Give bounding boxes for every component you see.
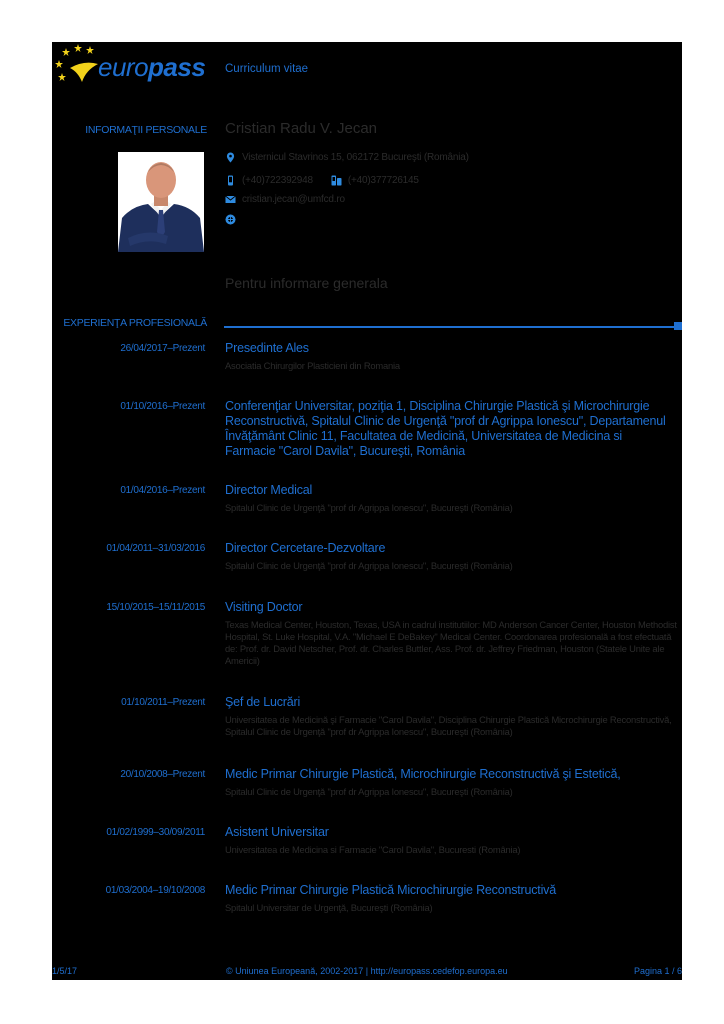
entry-date: 01/02/1999–30/09/2011 xyxy=(106,827,205,838)
location-icon xyxy=(225,152,236,163)
entry-date: 01/04/2016–Prezent xyxy=(120,485,205,496)
entry-date: 26/04/2017–Prezent xyxy=(120,343,205,354)
mobile-icon xyxy=(331,175,342,186)
address-text: Visternicul Stavrinos 15, 062172 Bucureşti (România) xyxy=(242,152,469,163)
entry-title: Director Cercetare-Dezvoltare xyxy=(225,541,386,555)
entry-desc: Texas Medical Center, Houston, Texas, USA in cadrul institutiilor: MD Anderson Cancer Center, Houston Methodist Hospital, St. Luke Hospital, V.A. "Michael E DeBakey" Medical Center. Coordonarea profesională a fost efectuată de: Prof. dr. David Netscher, Prof. dr. Charles Buttler, Ass. Prof. dr. Jeffrey Friedman, Houston (Statele Unite ale Americii) xyxy=(225,619,677,666)
section-label-personal: INFORMAŢII PERSONALE xyxy=(85,124,207,136)
entry-date: 01/04/2011–31/03/2016 xyxy=(106,543,205,554)
entry-desc: Spitalul Clinic de Urgenţă "prof dr Agrippa Ionescu", Bucureşti (România) xyxy=(225,502,513,513)
entry-title: Director Medical xyxy=(225,483,313,497)
entry-title: Visiting Doctor xyxy=(225,600,303,614)
phone-icon xyxy=(225,175,236,186)
entry-date: 01/03/2004–19/10/2008 xyxy=(105,885,205,896)
cv-page xyxy=(52,42,682,980)
document-title: Curriculum vitae xyxy=(225,63,309,75)
entry-title: Medic Primar Chirurgie Plastică Microchirurgie Reconstructivă xyxy=(225,883,556,897)
entry-title: Asistent Universitar xyxy=(225,825,329,839)
phone-text[interactable]: (+40)722392948 xyxy=(242,175,313,186)
entry-desc: Universitatea de Medicină şi Farmacie "Carol Davila", Disciplina Chirurgie Plastică Microchirurgie Reconstructivă, Spitalul Clinic de Urgenţă "prof dr Agrippa Ionescu", Bucureşti (România) xyxy=(225,714,672,737)
email-text[interactable]: cristian.jecan@umfcd.ro xyxy=(242,194,345,205)
entry-desc: Universitatea de Medicina si Farmacie "Carol Davila", Bucuresti (România) xyxy=(225,844,521,855)
phone-row xyxy=(225,175,419,186)
person-name: Cristian Radu V. Jecan xyxy=(225,120,378,137)
logo-wordmark: europass xyxy=(98,52,206,82)
entry-date: 01/10/2016–Prezent xyxy=(120,401,205,412)
section-label-experience: EXPERIENŢA PROFESIONALĂ xyxy=(63,317,207,329)
mobile-text[interactable]: (+40)377726145 xyxy=(347,175,419,186)
address-row xyxy=(225,152,469,163)
entry-desc: Asociatia Chirurgilor Plasticieni din Romania xyxy=(225,360,400,371)
entry-title: Şef de Lucrări xyxy=(225,695,301,709)
profile-photo xyxy=(118,152,204,252)
entry-date: 01/10/2011–Prezent xyxy=(121,697,205,708)
entry-date: 20/10/2008–Prezent xyxy=(120,769,205,780)
entry-date: 15/10/2015–15/11/2015 xyxy=(106,602,205,613)
europass-logo xyxy=(52,42,212,92)
entry-desc: Spitalul Universitar de Urgenţă, Bucureşti (România) xyxy=(225,902,433,913)
entry-desc: Spitalul Clinic de Urgenţă "prof dr Agrippa Ionescu", Bucureşti (România) xyxy=(225,560,513,571)
footer-copyright[interactable]: © Uniunea Europeană, 2002-2017 | http://europass.cedefop.europa.eu xyxy=(226,966,508,976)
globe-icon xyxy=(225,214,236,225)
section-divider-end xyxy=(674,322,682,330)
web-row xyxy=(225,214,236,225)
job-applied-text: Pentru informare generala xyxy=(225,275,388,291)
email-icon xyxy=(225,194,236,205)
entry-title: Medic Primar Chirurgie Plastică, Microchirurgie Reconstructivă şi Estetică, xyxy=(225,767,621,781)
email-row xyxy=(225,194,345,205)
entry-title: Conferenţiar Universitar, poziţia 1, Disciplina Chirurgie Plastică şi Microchirurgie Reconstructivă, Spitalul Clinic de Urgenţă "prof dr Agrippa Ionescu", Departamenul Învăţământ Clinic 11, Facultatea de Medicină, Universitatea de Medicina si Farmacie "Carol Davila", Bucureşti, România xyxy=(225,399,666,458)
footer-date: 1/5/17 xyxy=(52,966,78,976)
entry-title: Presedinte Ales xyxy=(225,341,309,355)
footer-page-number: Pagina 1 / 6 xyxy=(634,966,683,976)
entry-desc: Spitalul Clinic de Urgenţă "prof dr Agrippa Ionescu", Bucureşti (România) xyxy=(225,786,513,797)
section-divider xyxy=(224,326,674,328)
